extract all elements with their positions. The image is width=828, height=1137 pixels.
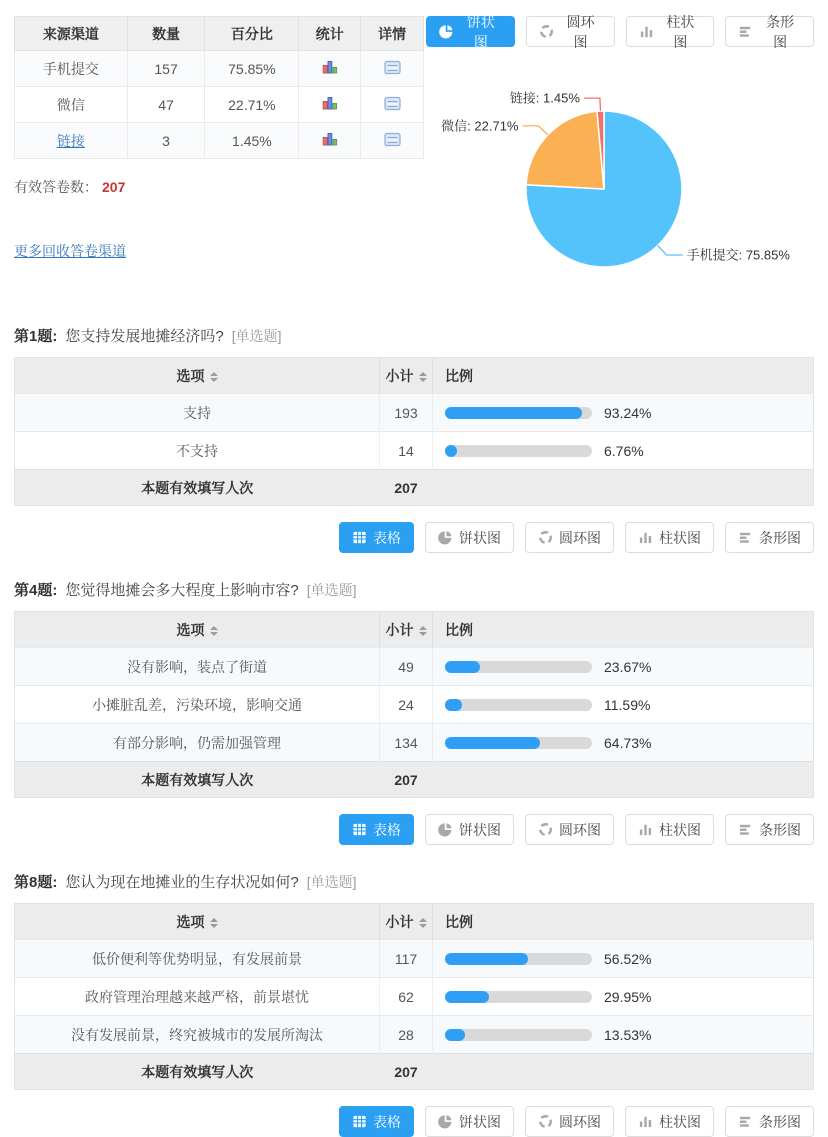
question-section (0, 579, 828, 845)
total-count: 207 (380, 470, 433, 506)
source-percent: 22.71% (205, 87, 299, 123)
column-header-stats: 统计 (299, 17, 361, 51)
source-count: 47 (127, 87, 205, 123)
column-header-ratio (433, 358, 814, 394)
option-label: 不支持 (15, 432, 380, 470)
question-table-header-row (15, 358, 814, 394)
question-number: 第1题: (14, 328, 58, 345)
ratio-percent: 64.73% (604, 734, 652, 751)
sort-icon[interactable] (210, 626, 218, 636)
total-count: 207 (380, 1054, 433, 1090)
question-title (14, 325, 814, 346)
button-label: 条形图 (759, 529, 801, 546)
question-number: 第4题: (14, 582, 58, 599)
total-ratio-empty (433, 470, 814, 506)
option-row (15, 394, 814, 432)
ratio-bar-track (445, 661, 592, 673)
button-label: 饼状图 (459, 821, 501, 838)
question-table (14, 903, 814, 1090)
summary-section (0, 0, 828, 299)
summary-left (14, 16, 426, 299)
details-window-icon[interactable] (361, 51, 424, 87)
pie-chart-button[interactable] (425, 1106, 514, 1137)
donut-chart-icon (538, 822, 553, 837)
column-chart-button[interactable] (625, 1106, 714, 1137)
horizontal-bar-chart-button[interactable] (725, 13, 814, 50)
ratio-bar (445, 989, 813, 1005)
option-label: 政府管理治理越来越严格，前景堪忧 (15, 978, 380, 1016)
valid-count-line (14, 177, 426, 197)
summary-chart-type-buttons (426, 13, 814, 50)
option-ratio-cell (433, 724, 814, 762)
button-label: 饼状图 (466, 13, 495, 50)
pie-slice-label: 手机提交: 75.85% (686, 247, 790, 263)
horizontal-bar-chart-button[interactable] (725, 522, 814, 553)
column-header-details: 详情 (361, 17, 424, 51)
total-row (15, 470, 814, 506)
table-grid-icon (352, 822, 367, 837)
column-header-option[interactable] (15, 612, 380, 648)
sort-icon[interactable] (419, 918, 427, 928)
table-view-button[interactable] (339, 1106, 414, 1137)
column-header-percent: 百分比 (205, 17, 299, 51)
column-chart-icon (638, 530, 653, 545)
option-count: 134 (380, 724, 433, 762)
sort-icon[interactable] (419, 626, 427, 636)
source-channel[interactable] (15, 123, 128, 159)
pie-chart-button[interactable] (425, 814, 514, 845)
button-label: 圆环图 (559, 529, 601, 546)
horizontal-bar-chart-button[interactable] (725, 1106, 814, 1137)
question-text: 您支持发展地摊经济吗? (65, 328, 224, 345)
chart-type-buttons (14, 1106, 814, 1137)
option-row (15, 432, 814, 470)
donut-chart-button[interactable] (526, 13, 615, 50)
option-count: 62 (380, 978, 433, 1016)
option-count: 49 (380, 648, 433, 686)
button-label: 表格 (373, 821, 401, 838)
horizontal-bars-icon (738, 822, 753, 837)
column-header-ratio (433, 904, 814, 940)
ratio-bar (445, 951, 813, 967)
donut-chart-icon (538, 1114, 553, 1129)
ratio-bar-fill (445, 953, 528, 965)
button-label: 表格 (373, 1113, 401, 1130)
ratio-percent: 11.59% (604, 696, 651, 713)
donut-chart-icon (539, 24, 554, 39)
ratio-bar (445, 659, 813, 675)
pie-chart-icon (438, 530, 453, 545)
valid-count-label: 有效答卷数： (14, 179, 98, 195)
donut-chart-icon (538, 530, 553, 545)
option-row (15, 1016, 814, 1054)
pie-slice-label: 链接: 1.45% (509, 90, 580, 106)
column-header-subtotal-label: 小计 (385, 913, 414, 930)
ratio-bar-track (445, 407, 592, 419)
option-ratio-cell (433, 940, 814, 978)
question-title (14, 579, 814, 600)
option-row (15, 978, 814, 1016)
column-header-subtotal[interactable] (380, 358, 433, 394)
donut-chart-button[interactable] (525, 522, 614, 553)
pie-label-leader (658, 246, 683, 255)
ratio-bar-fill (445, 445, 457, 457)
pie-label-leader (584, 98, 601, 111)
ratio-percent: 29.95% (604, 988, 652, 1005)
horizontal-bars-icon (738, 24, 753, 39)
ratio-bar-fill (445, 661, 480, 673)
column-header-subtotal-label: 小计 (385, 367, 414, 384)
option-label: 低价便利等优势明显，有发展前景 (15, 940, 380, 978)
button-label: 圆环图 (566, 13, 595, 50)
total-label: 本题有效填写人次 (15, 762, 380, 798)
option-ratio-cell (433, 394, 814, 432)
table-grid-icon (352, 530, 367, 545)
ratio-percent: 93.24% (604, 404, 652, 421)
pie-slice (526, 111, 604, 189)
source-row (15, 51, 424, 87)
ratio-bar-fill (445, 991, 489, 1003)
column-header-ratio-label: 比例 (445, 621, 473, 638)
question-table (14, 611, 814, 798)
column-header-option-label: 选项 (176, 913, 205, 930)
question-section (0, 871, 828, 1137)
table-view-button[interactable] (339, 814, 414, 845)
option-ratio-cell (433, 978, 814, 1016)
ratio-bar-track (445, 445, 592, 457)
option-row (15, 940, 814, 978)
question-table-header-row (15, 612, 814, 648)
option-label: 没有影响，装点了街道 (15, 648, 380, 686)
button-label: 条形图 (759, 821, 801, 838)
column-header-ratio-label: 比例 (445, 913, 473, 930)
option-count: 14 (380, 432, 433, 470)
question-title (14, 871, 814, 892)
channel-link[interactable]: 链接 (56, 132, 85, 149)
question-text: 您觉得地摊会多大程度上影响市容? (65, 582, 299, 599)
column-header-subtotal-label: 小计 (385, 621, 414, 638)
chart-type-buttons (14, 522, 814, 553)
button-label: 条形图 (759, 1113, 801, 1130)
option-count: 193 (380, 394, 433, 432)
question-type-tag: [单选题] (306, 874, 357, 890)
sort-icon[interactable] (210, 372, 218, 382)
pie-chart-icon (438, 1114, 453, 1129)
source-percent: 1.45% (205, 123, 299, 159)
option-ratio-cell (433, 1016, 814, 1054)
ratio-percent: 13.53% (604, 1026, 652, 1043)
bar-chart-icon[interactable] (299, 87, 361, 123)
source-percent: 75.85% (205, 51, 299, 87)
total-ratio-empty (433, 762, 814, 798)
ratio-bar (445, 443, 813, 459)
ratio-bar-track (445, 991, 592, 1003)
ratio-bar-fill (445, 699, 462, 711)
questions-list (0, 325, 828, 1137)
total-label: 本题有效填写人次 (15, 1054, 380, 1090)
column-header-subtotal[interactable] (380, 612, 433, 648)
ratio-bar-fill (445, 1029, 465, 1041)
total-row (15, 762, 814, 798)
ratio-bar-track (445, 953, 592, 965)
ratio-bar-track (445, 1029, 592, 1041)
column-chart-button[interactable] (625, 814, 714, 845)
column-chart-icon (638, 822, 653, 837)
question-table (14, 357, 814, 506)
ratio-bar-track (445, 737, 592, 749)
sort-icon[interactable] (210, 918, 218, 928)
source-row (15, 123, 424, 159)
horizontal-bars-icon (738, 1114, 753, 1129)
question-text: 您认为现在地摊业的生存状况如何? (65, 874, 299, 891)
button-label: 柱状图 (659, 1113, 701, 1130)
button-label: 条形图 (766, 13, 795, 50)
table-view-button[interactable] (339, 522, 414, 553)
ratio-bar-fill (445, 407, 582, 419)
option-row (15, 648, 814, 686)
ratio-bar (445, 735, 813, 751)
bar-chart-icon[interactable] (299, 123, 361, 159)
ratio-percent: 23.67% (604, 658, 652, 675)
column-header-subtotal[interactable] (380, 904, 433, 940)
column-chart-button[interactable] (626, 13, 715, 50)
summary-right (426, 13, 814, 299)
column-header-ratio-label: 比例 (445, 367, 473, 384)
option-ratio-cell (433, 686, 814, 724)
bar-chart-icon[interactable] (299, 51, 361, 87)
option-label: 有部分影响，仍需加强管理 (15, 724, 380, 762)
total-ratio-empty (433, 1054, 814, 1090)
ratio-bar-fill (445, 737, 540, 749)
pie-chart-icon (438, 822, 453, 837)
option-ratio-cell (433, 648, 814, 686)
column-chart-button[interactable] (625, 522, 714, 553)
option-label: 支持 (15, 394, 380, 432)
button-label: 圆环图 (559, 1113, 601, 1130)
column-chart-icon (639, 24, 654, 39)
details-window-icon[interactable] (361, 87, 424, 123)
button-label: 圆环图 (559, 821, 601, 838)
column-header-count: 数量 (127, 17, 205, 51)
source-channel: 微信 (15, 87, 128, 123)
question-number: 第8题: (14, 874, 58, 891)
column-header-channel: 来源渠道 (15, 17, 128, 51)
question-section (0, 325, 828, 553)
button-label: 柱状图 (666, 13, 695, 50)
option-ratio-cell (433, 432, 814, 470)
ratio-percent: 56.52% (604, 950, 652, 967)
button-label: 表格 (373, 529, 401, 546)
ratio-bar (445, 1027, 813, 1043)
question-type-tag: [单选题] (306, 582, 357, 598)
option-label: 没有发展前景，终究被城市的发展所淘汰 (15, 1016, 380, 1054)
option-row (15, 686, 814, 724)
column-header-option[interactable] (15, 358, 380, 394)
option-row (15, 724, 814, 762)
ratio-percent: 6.76% (604, 442, 644, 459)
button-label: 饼状图 (459, 1113, 501, 1130)
ratio-bar-track (445, 699, 592, 711)
source-table (14, 16, 424, 159)
pie-chart-button[interactable] (426, 13, 515, 50)
valid-count-value: 207 (102, 179, 126, 195)
button-label: 柱状图 (659, 821, 701, 838)
source-table-header-row (15, 17, 424, 51)
source-row (15, 87, 424, 123)
option-count: 28 (380, 1016, 433, 1054)
pie-chart-icon (439, 24, 454, 39)
option-label: 小摊脏乱差，污染环境，影响交通 (15, 686, 380, 724)
source-count: 3 (127, 123, 205, 159)
column-chart-icon (638, 1114, 653, 1129)
column-header-ratio (433, 612, 814, 648)
button-label: 饼状图 (459, 529, 501, 546)
horizontal-bar-chart-button[interactable] (725, 814, 814, 845)
donut-chart-button[interactable] (525, 814, 614, 845)
details-window-icon[interactable] (361, 123, 424, 159)
column-header-option[interactable] (15, 904, 380, 940)
option-count: 24 (380, 686, 433, 724)
total-row (15, 1054, 814, 1090)
chart-type-buttons (14, 814, 814, 845)
horizontal-bars-icon (738, 530, 753, 545)
sort-icon[interactable] (419, 372, 427, 382)
pie-chart (426, 59, 814, 299)
source-channel: 手机提交 (15, 51, 128, 87)
more-channels-link[interactable]: 更多回收答卷渠道 (14, 243, 126, 259)
source-count: 157 (127, 51, 205, 87)
table-grid-icon (352, 1114, 367, 1129)
pie-label-leader (523, 126, 548, 135)
column-header-option-label: 选项 (176, 367, 205, 384)
pie-slice-label: 微信: 22.71% (441, 118, 519, 134)
ratio-bar (445, 405, 813, 421)
question-type-tag: [单选题] (231, 328, 282, 344)
question-table-header-row (15, 904, 814, 940)
total-count: 207 (380, 762, 433, 798)
total-label: 本题有效填写人次 (15, 470, 380, 506)
pie-chart-button[interactable] (425, 522, 514, 553)
ratio-bar (445, 697, 813, 713)
button-label: 柱状图 (659, 529, 701, 546)
column-header-option-label: 选项 (176, 621, 205, 638)
donut-chart-button[interactable] (525, 1106, 614, 1137)
option-count: 117 (380, 940, 433, 978)
